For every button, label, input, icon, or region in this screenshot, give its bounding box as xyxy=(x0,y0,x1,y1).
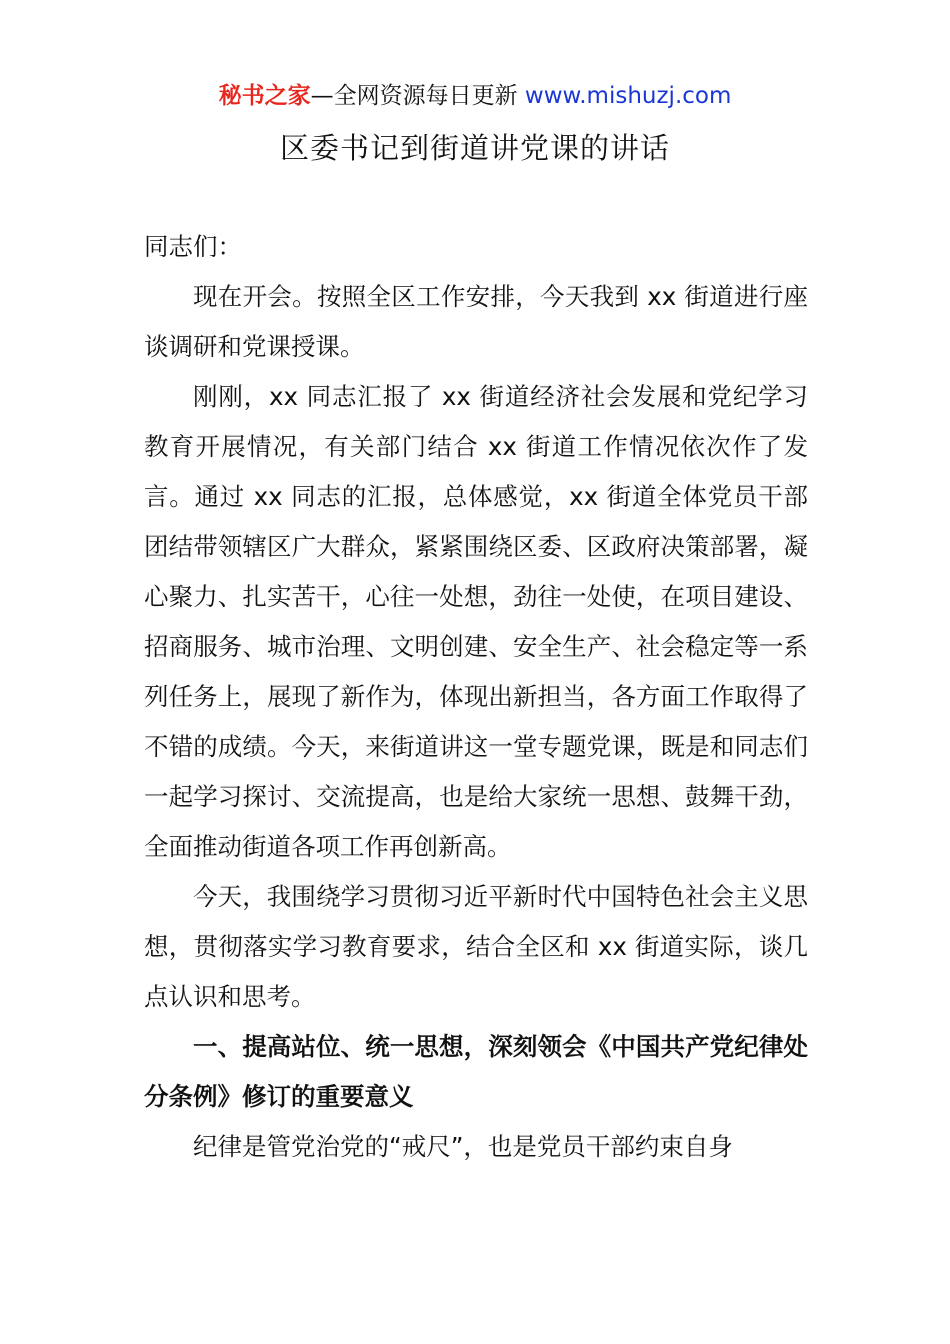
paragraph-3: 今天，我围绕学习贯彻习近平新时代中国特色社会主义思想，贯彻落实学习教育要求，结合全区和 xx 街道实际，谈几点认识和思考。 xyxy=(144,882,808,1011)
banner-slogan: —全网资源每日更新 xyxy=(310,83,525,109)
paragraph-1: 现在开会。按照全区工作安排，今天我到 xx 街道进行座谈调研和党课授课。 xyxy=(144,282,808,361)
banner-url[interactable]: www.mishuzj.com xyxy=(524,83,732,109)
salutation: 同志们： xyxy=(144,232,242,261)
paragraph-4: 纪律是管党治党的“戒尺”，也是党员干部约束自身 xyxy=(193,1132,733,1161)
banner-brand: 秘书之家 xyxy=(218,83,311,109)
document-body xyxy=(144,222,808,1172)
paragraph-2: 刚刚，xx 同志汇报了 xx 街道经济社会发展和党纪学习教育开展情况，有关部门结合 xx 街道工作情况依次作了发言。通过 xx 同志的汇报，总体感觉，xx 街道全体党员干部团结带领辖区广大群众，紧紧围绕区委、区政府决策部署，凝心聚力、扎实苦干，心往一处想，劲往一处使，在项目建设、招商服务、城市治理、文明创建、安全生产、社会稳定等一系列任务上，展现了新作为，体现出新担当，各方面工作取得了不错的成绩。今天，来街道讲这一堂专题党课，既是和同志们一起学习探讨、交流提高，也是给大家统一思想、鼓舞干劲，全面推动街道各项工作再创新高。 xyxy=(144,382,808,861)
document-title: 区委书记到街道讲党课的讲话 xyxy=(279,131,670,165)
watermark-banner xyxy=(0,80,950,112)
section-heading: 一、提高站位、统一思想，深刻领会《中国共产党纪律处分条例》修订的重要意义 xyxy=(144,1032,808,1111)
